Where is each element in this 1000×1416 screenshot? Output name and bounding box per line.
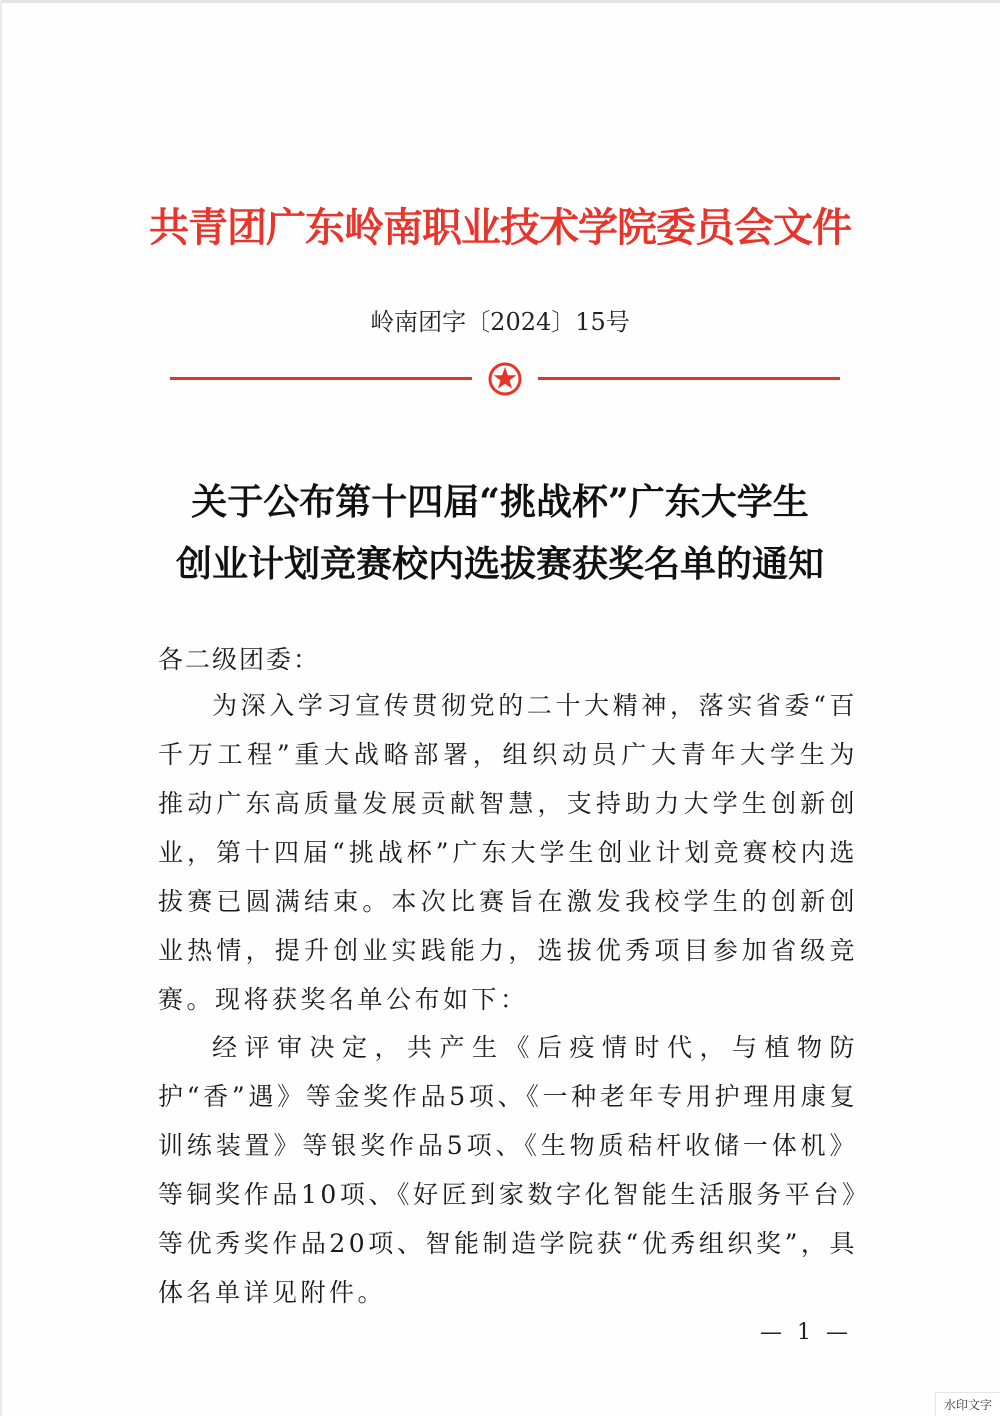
document-title-line-2: 创业计划竞赛校内选拔赛获奖名单的通知 <box>175 543 824 585</box>
body-paragraph-1: 为深入学习宣传贯彻党的二十大精神，落实省委“百千万工程”重大战略部署，组织动员广大青年大学生为推动广东高质量发展贡献智慧，支持助力大学生创新创业，第十四届“挑战杯”广东大学生创业计划竞赛校内选拔赛已圆满结束。本次比赛旨在激发我校学生的创新创业热情，提升创业实践能力，选拔优秀项目参加省级竞赛。现将获奖名单公布如下： <box>158 691 858 1014</box>
scan-top-edge <box>0 0 1000 3</box>
body-paragraph-2: 经评审决定，共产生《后疫情时代，与植物防护“香”遇》等金奖作品5项、《一种老年专用护理用康复训练装置》等银奖作品5项、《生物质秸杆收储一体机》等铜奖作品10项、《好匠到家数字化智能生活服务平台》等优秀奖作品20项、智能制造学院获“优秀组织奖”，具体名单详见附件。 <box>158 1033 858 1307</box>
salutation: 各二级团委： <box>158 645 321 674</box>
issuer-red-header: 共青团广东岭南职业技术学院委员会文件 <box>149 205 851 251</box>
document-number: 岭南团字〔2024〕15号 <box>370 308 630 336</box>
red-divider-right <box>538 377 840 380</box>
page-number: — 1 — <box>760 1320 852 1345</box>
red-divider-left <box>170 377 472 380</box>
watermark-label: 水印文字 <box>935 1392 1000 1416</box>
star-emblem-icon <box>488 362 522 396</box>
document-title-line-1: 关于公布第十四届“挑战杯”广东大学生 <box>191 481 809 523</box>
